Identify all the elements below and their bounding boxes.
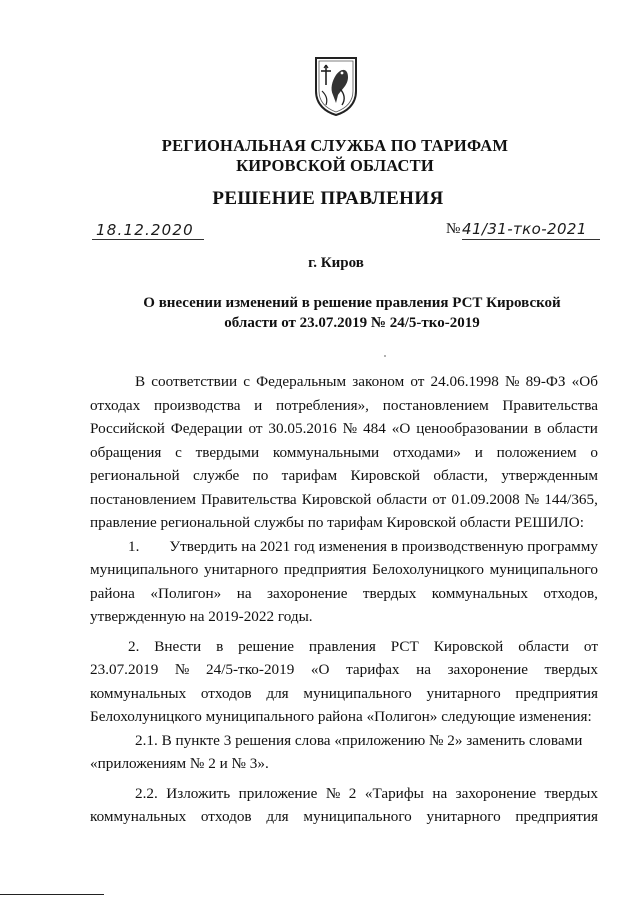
decision-subject (120, 293, 584, 333)
word: постановлением (90, 490, 197, 508)
word: по (252, 467, 269, 484)
decision-number: 41/31-тко-2021 (462, 220, 587, 238)
text-line (90, 558, 598, 582)
word: муниципального (489, 561, 598, 578)
word: Белохолуницкого (372, 561, 484, 578)
text-line (90, 805, 598, 829)
text-line (90, 705, 598, 729)
footnote-separator (0, 894, 104, 895)
word: области (547, 420, 598, 437)
word: твердыми (195, 443, 260, 461)
word: и (254, 396, 263, 414)
word: Белохолуницкого муниципального района «Полигон» следующие изменения: (90, 708, 592, 725)
word: захоронение (455, 784, 537, 802)
word: правление региональной службы по тарифам Кировской области РЕШИЛО: (90, 514, 584, 531)
word: 484 (363, 420, 386, 437)
word: отходами» (392, 443, 461, 461)
word: Кировской (433, 637, 504, 655)
word: 2.2. (135, 784, 158, 802)
word: Кировской (301, 490, 372, 508)
word: на (432, 784, 448, 802)
word: тарифам (281, 467, 338, 484)
word: унитарного (204, 561, 279, 578)
word: потребления», (276, 396, 369, 414)
word: положением (496, 443, 577, 461)
word: области (376, 490, 428, 508)
word: Правительства (502, 396, 598, 414)
word: ценообразовании (416, 420, 529, 437)
word: унитарного (426, 808, 501, 825)
word: предприятия (283, 561, 367, 578)
text-line (90, 370, 598, 394)
word: «О (391, 420, 411, 437)
organization-title-line1: РЕГИОНАЛЬНАЯ СЛУЖБА ПО ТАРИФАМ (161, 136, 509, 155)
number-underline (462, 239, 600, 240)
word: области (518, 637, 570, 655)
word: в (534, 420, 542, 437)
word: с (175, 443, 182, 461)
word: от (248, 420, 263, 437)
word: Внести (154, 637, 202, 655)
word: области, (433, 467, 488, 484)
word: коммунальных (90, 684, 187, 702)
number-sign: № (446, 221, 461, 237)
text-line (90, 605, 598, 629)
word: коммунальных (90, 808, 187, 825)
word: от (432, 490, 447, 508)
word: «О (310, 661, 330, 678)
word: твердых (362, 584, 417, 602)
subject-line1: О внесении изменений в решение правления РСТ Кировской (143, 295, 561, 311)
word: постановлением (382, 396, 489, 414)
word: Изложить (166, 784, 231, 802)
decision-date: 18.12.2020 (96, 221, 194, 239)
word: «Полигон» (150, 584, 222, 602)
word: захоронение (447, 661, 528, 678)
word: унитарного (426, 684, 501, 702)
organization-title-line2: КИРОВСКОЙ ОБЛАСТИ (236, 156, 434, 175)
word: 24.06.1998 (430, 373, 499, 390)
word: отходах (90, 396, 141, 414)
word: В (135, 373, 146, 390)
word: коммунальными (272, 443, 380, 461)
word: муниципального (303, 684, 412, 702)
word: на (236, 584, 252, 602)
word: захоронение (267, 584, 348, 602)
word: предприятия (515, 684, 598, 702)
word: отходов (200, 684, 252, 702)
word: утвержденным (501, 467, 598, 484)
text-line (90, 658, 598, 682)
word: твердых (544, 784, 598, 802)
kirov-coat-of-arms-icon (312, 55, 360, 117)
word: региональной (90, 467, 180, 484)
word: № (524, 490, 540, 508)
word: Федеральным (256, 373, 347, 390)
word: службе (192, 467, 240, 484)
word: муниципального (303, 808, 412, 825)
paragraph-item-1 (90, 535, 598, 629)
organization-title (0, 136, 640, 176)
word: с (243, 373, 250, 390)
word: для (266, 684, 289, 702)
word: 89-ФЗ (525, 373, 566, 390)
word: производства (153, 396, 241, 414)
word: 30.05.2016 (268, 420, 337, 437)
word: «Тарифы (364, 784, 424, 802)
text-line (90, 394, 598, 418)
word: на (416, 661, 431, 678)
text-line (90, 752, 598, 776)
word: 2.1. В пункте 3 решения слова «приложению № 2» заменить словами (135, 731, 583, 749)
subject-line2: области от 23.07.2019 № 24/5-тко-2019 (224, 315, 480, 331)
word: № (174, 661, 190, 678)
word: № (342, 420, 358, 437)
paragraph-item-2-2 (90, 782, 598, 829)
word: РСТ (390, 637, 419, 655)
word: № (325, 784, 341, 802)
text-line (90, 582, 598, 606)
word: муниципального (90, 561, 199, 578)
word: приложение (238, 784, 318, 802)
word: предприятия (515, 808, 598, 825)
decision-body (90, 370, 598, 829)
word: решение (238, 637, 294, 655)
text-line (90, 464, 598, 488)
word: Кировской (350, 467, 421, 484)
word: 1. (128, 537, 140, 555)
word: 2 (348, 784, 357, 802)
word: Федерации (170, 420, 243, 437)
paragraph-preamble (90, 370, 598, 535)
paragraph-item-2-1 (90, 729, 598, 776)
paragraph-item-2 (90, 635, 598, 729)
text-line (90, 535, 598, 559)
word: 144/365, (544, 490, 598, 508)
word: Правительства (201, 490, 297, 508)
word: 01.09.2008 (451, 490, 520, 508)
word: обращения (90, 443, 162, 461)
word: соответствии (151, 373, 238, 390)
word: отходов, (543, 584, 598, 602)
word: для (266, 808, 289, 825)
document-type-heading: РЕШЕНИЕ ПРАВЛЕНИЯ (212, 188, 444, 209)
text-line (90, 417, 598, 441)
word: твердых (544, 661, 598, 678)
word: от (410, 373, 425, 390)
scan-speck (384, 355, 386, 357)
word: № (505, 373, 520, 390)
word: 23.07.2019 (90, 661, 159, 678)
date-underline (92, 239, 204, 240)
word: тарифах (346, 661, 400, 678)
word: района (90, 584, 135, 602)
text-line (90, 441, 598, 465)
text-line (90, 782, 598, 806)
word: Российской (90, 420, 165, 437)
word: «Об (571, 373, 598, 390)
word: «приложениям № 2 и № 3». (90, 755, 269, 772)
word: в (216, 637, 224, 655)
text-line (90, 635, 598, 659)
word: о (590, 443, 598, 461)
word: 2. (128, 637, 140, 655)
word: 24/5-тко-2019 (206, 661, 295, 678)
text-line (90, 511, 598, 535)
word: Утвердить на 2021 год изменения в производственную программу (169, 537, 598, 555)
word: правления (308, 637, 376, 655)
word: и (474, 443, 483, 461)
word: коммунальных (431, 584, 528, 602)
word: отходов (200, 808, 252, 825)
text-line (90, 682, 598, 706)
text-line (90, 729, 598, 753)
text-line (90, 488, 598, 512)
city-name: г. Киров (308, 255, 364, 271)
word: утвержденную на 2019-2022 годы. (90, 608, 313, 625)
word: законом (352, 373, 405, 390)
word: от (583, 637, 598, 655)
